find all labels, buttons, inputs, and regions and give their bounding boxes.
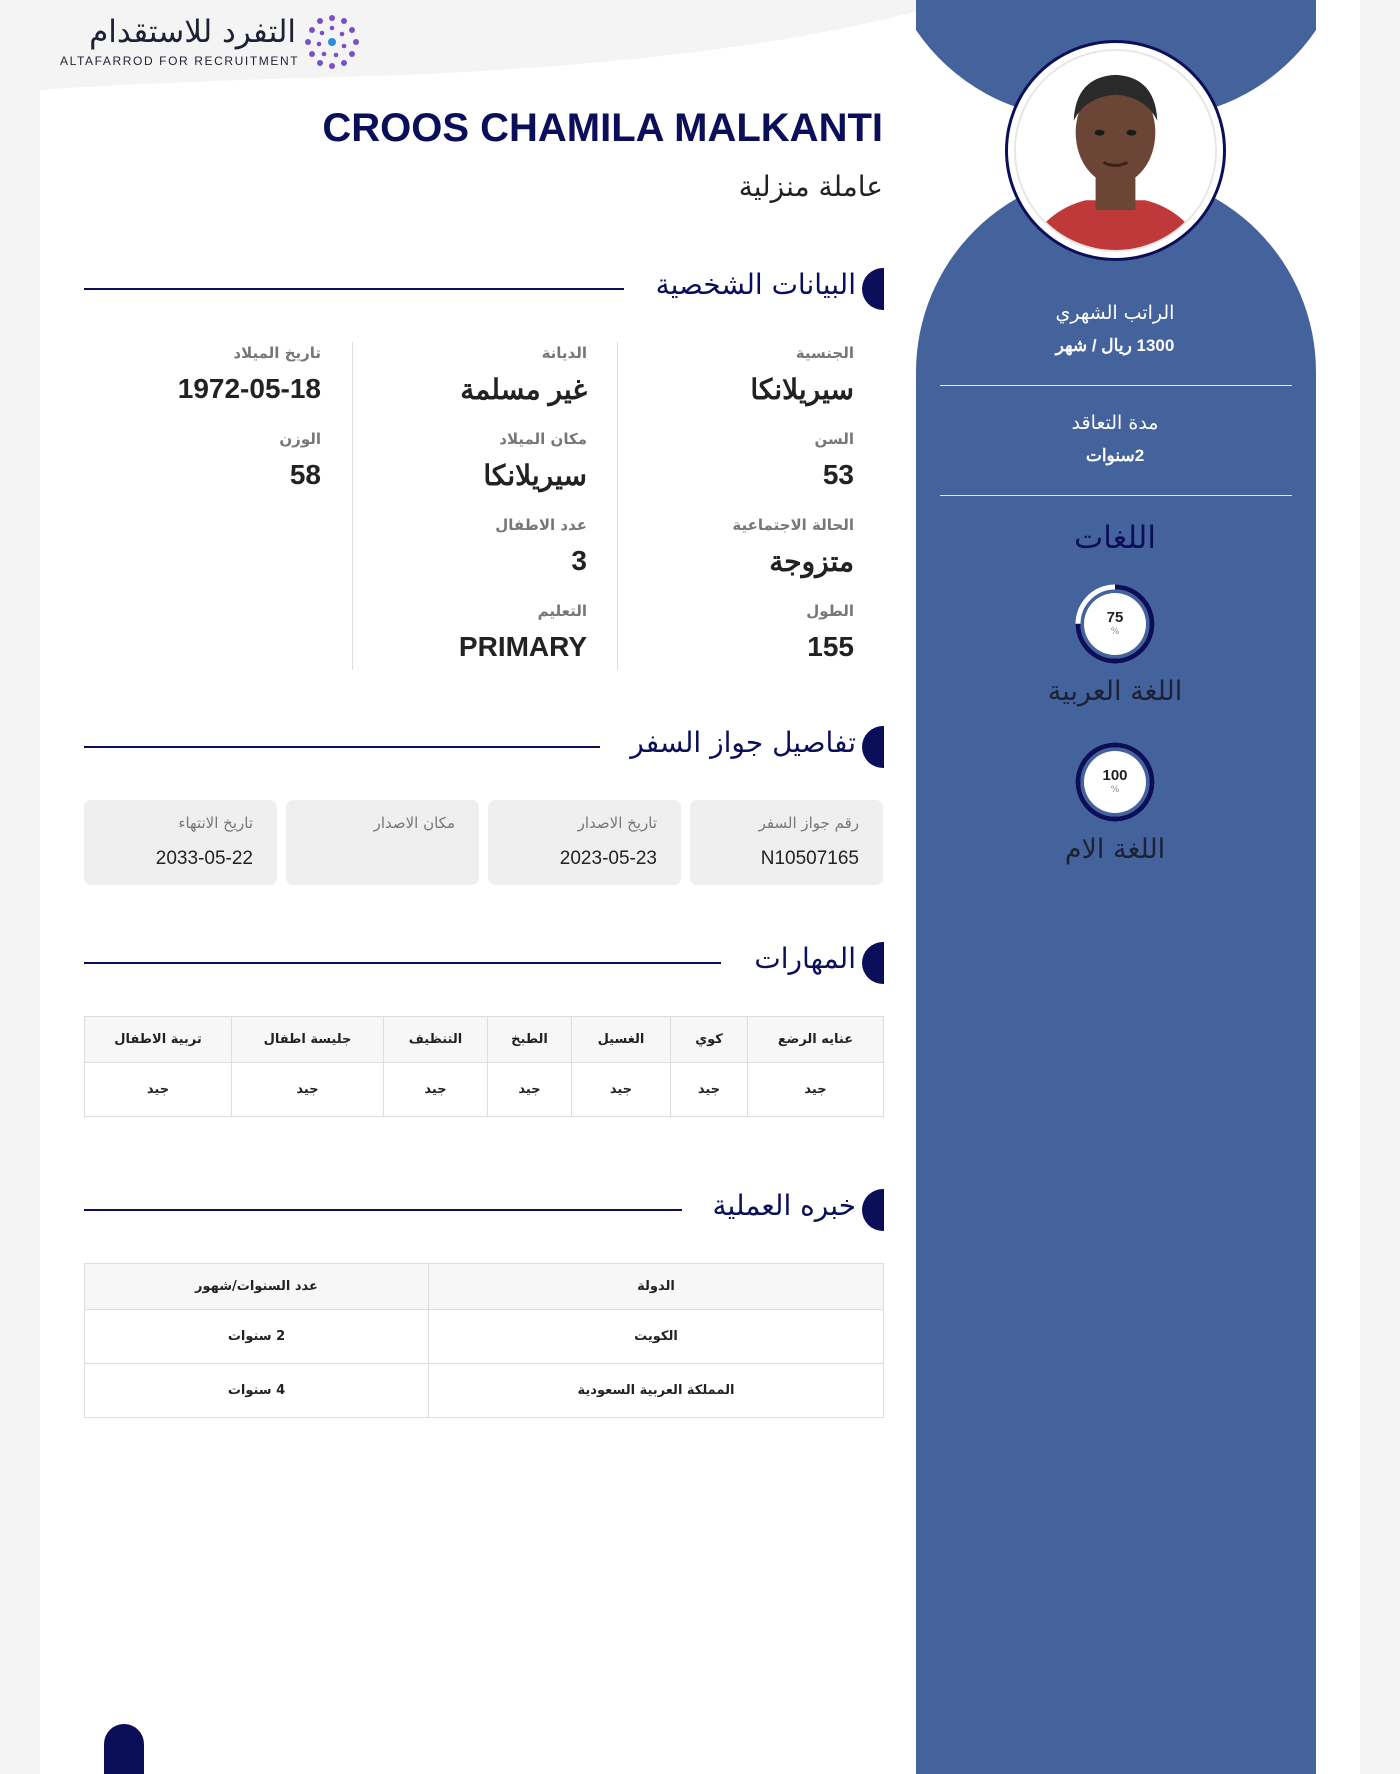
country-header: الدولة — [429, 1264, 884, 1310]
native-level-gauge — [1074, 741, 1156, 823]
marital-status-value: متزوجة — [769, 546, 854, 577]
education-value: PRIMARY — [458, 631, 587, 662]
birth-date-label: تاريخ الميلاد — [233, 344, 321, 362]
issue-place-card — [286, 800, 479, 885]
passport-number-label: رقم جواز السفر — [758, 814, 859, 832]
sidebar — [916, 0, 1316, 1774]
weight-value: 58 — [289, 459, 321, 490]
skill-rating: جيد — [232, 1063, 384, 1117]
skill-rating: جيد — [85, 1063, 232, 1117]
footer-marker — [104, 1724, 144, 1774]
skill-header: التنظيف — [384, 1017, 488, 1063]
table-row — [85, 1364, 884, 1418]
person-portrait-icon — [1016, 51, 1215, 250]
passport-section-heading — [84, 726, 884, 768]
company-name-ar: التفرد للاستقدام — [89, 14, 296, 50]
percent-sign: % — [1110, 627, 1120, 637]
native-level-value: 100 — [1102, 767, 1128, 784]
section-title: تفاصيل جواز السفر — [630, 726, 856, 759]
arabic-language-name: اللغة العربية — [1047, 676, 1183, 707]
weight-label: الوزن — [279, 430, 321, 448]
candidate-job-title: عاملة منزلية — [738, 170, 883, 203]
arabic-level-gauge — [1074, 583, 1156, 665]
section-title: خبره العملية — [712, 1189, 856, 1222]
age-value: 53 — [822, 459, 854, 490]
issue-date-label: تاريخ الاصدار — [577, 814, 657, 832]
company-logo — [60, 14, 360, 74]
table-row — [85, 1063, 884, 1117]
experience-section-heading — [84, 1189, 884, 1231]
contract-value: 2سنوات — [1085, 446, 1145, 465]
section-marker — [862, 942, 884, 984]
section-line — [84, 746, 600, 748]
skill-header: الطبخ — [488, 1017, 572, 1063]
section-marker — [862, 268, 884, 310]
issue-place-label: مكان الاصدار — [373, 814, 455, 832]
skill-rating: جيد — [748, 1063, 884, 1117]
issue-date-card — [488, 800, 681, 885]
experience-country: المملكة العربية السعودية — [429, 1364, 884, 1418]
section-title: البيانات الشخصية — [655, 268, 856, 301]
languages-title: اللغات — [1074, 520, 1156, 556]
experience-country: الكويت — [429, 1310, 884, 1364]
skills-table — [84, 1016, 884, 1117]
column-divider — [352, 342, 353, 670]
skill-rating: جيد — [671, 1063, 748, 1117]
age-label: السن — [814, 430, 854, 448]
contract-label: مدة التعاقد — [1071, 412, 1159, 434]
skill-rating: جيد — [572, 1063, 671, 1117]
height-label: الطول — [806, 602, 854, 620]
section-marker — [862, 726, 884, 768]
section-line — [84, 288, 624, 290]
issue-date-value: 2023-05-23 — [559, 848, 657, 869]
expiry-date-label: تاريخ الانتهاء — [178, 814, 253, 832]
percent-sign: % — [1110, 785, 1120, 795]
skill-header: عنايه الرضع — [748, 1017, 884, 1063]
skill-header: جليسة اطفال — [232, 1017, 384, 1063]
salary-label: الراتب الشهري — [1055, 302, 1175, 324]
section-marker — [862, 1189, 884, 1231]
expiry-date-value: 2033-05-22 — [155, 848, 253, 869]
passport-number-card — [690, 800, 883, 885]
experience-duration: 2 سنوات — [85, 1310, 429, 1364]
birth-place-label: مكان الميلاد — [499, 430, 587, 448]
sidebar-divider — [940, 495, 1292, 496]
personal-section-heading — [84, 268, 884, 310]
salary-value: 1300 ريال / شهر — [1055, 336, 1175, 355]
duration-header: عدد السنوات/شهور — [85, 1264, 429, 1310]
height-value: 155 — [807, 631, 854, 662]
profile-photo-frame — [1005, 40, 1226, 261]
religion-value: غير مسلمة — [460, 374, 587, 405]
skills-section-heading — [84, 942, 884, 984]
nationality-value: سيريلانكا — [750, 374, 854, 405]
logo-dots-icon — [304, 14, 360, 70]
column-divider — [617, 342, 618, 670]
table-header-row — [85, 1264, 884, 1310]
marital-status-label: الحالة الاجتماعية — [732, 516, 854, 534]
experience-duration: 4 سنوات — [85, 1364, 429, 1418]
arabic-level-value: 75 — [1106, 609, 1124, 626]
children-value: 3 — [571, 545, 587, 576]
company-name-en: ALTAFARROD FOR RECRUITMENT — [60, 54, 300, 68]
section-line — [84, 962, 721, 964]
children-label: عدد الاطفال — [495, 516, 587, 534]
skill-rating: جيد — [384, 1063, 488, 1117]
skill-header: كوي — [671, 1017, 748, 1063]
birth-date-value: 1972-05-18 — [177, 373, 321, 404]
nationality-label: الجنسية — [795, 344, 854, 362]
sidebar-divider — [940, 385, 1292, 386]
education-label: التعليم — [537, 602, 587, 620]
section-line — [84, 1209, 682, 1211]
skill-header: الغسيل — [572, 1017, 671, 1063]
experience-table — [84, 1263, 884, 1418]
passport-number-value: N10507165 — [760, 848, 859, 869]
expiry-date-card — [84, 800, 277, 885]
profile-photo — [1014, 49, 1217, 252]
native-language-name: اللغة الام — [1064, 834, 1166, 865]
table-row — [85, 1310, 884, 1364]
skill-rating: جيد — [488, 1063, 572, 1117]
section-title: المهارات — [754, 942, 856, 975]
table-header-row — [85, 1017, 884, 1063]
birth-place-value: سيريلانكا — [483, 460, 587, 491]
religion-label: الديانة — [541, 344, 587, 362]
candidate-name: CROOS CHAMILA MALKANTI — [322, 106, 883, 150]
skill-header: تربية الاطفال — [85, 1017, 232, 1063]
